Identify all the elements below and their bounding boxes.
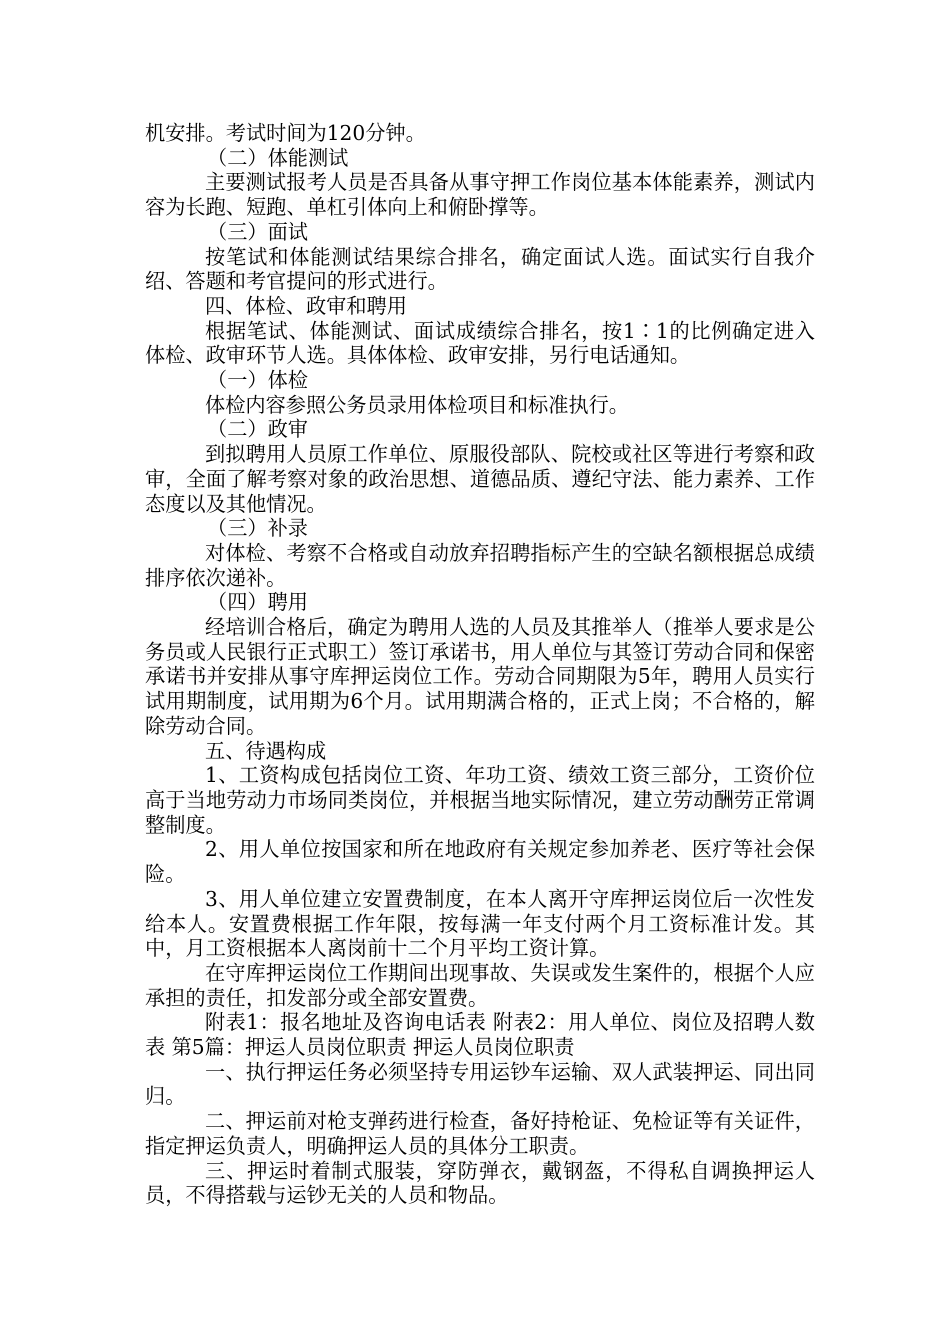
paragraph: 主要测试报考人员是否具备从事守押工作岗位基本体能素养，测试内容为长跑、短跑、单杠引体向上和俯卧撑等。: [145, 170, 815, 220]
paragraph: 根据笔试、体能测试、面试成绩综合排名，按1∶1的比例确定进入体检、政审环节人选。具体体检、政审安排，另行电话通知。: [145, 318, 815, 368]
paragraph: 2、用人单位按国家和所在地政府有关规定参加养老、医疗等社会保险。: [145, 837, 815, 887]
section-heading: （三）补录: [207, 516, 308, 541]
paragraph: 三、押运时着制式服装，穿防弹衣，戴钢盔，不得私自调换押运人员，不得搭载与运钞无关的人员和物品。: [145, 1158, 815, 1208]
paragraph: 按笔试和体能测试结果综合排名，确定面试人选。面试实行自我介绍、答题和考官提问的形式进行。: [145, 244, 815, 294]
section-heading: 五、待遇构成: [205, 738, 327, 763]
section-heading: （一）体检: [207, 368, 308, 393]
document-body: [145, 121, 815, 1208]
paragraph: 经培训合格后，确定为聘用人选的人员及其推举人（推举人要求是公务员或人民银行正式职工）签订承诺书，用人单位与其签订劳动合同和保密承诺书并安排从事守库押运岗位工作。劳动合同期限为5年，聘用人员实行试用期制度，试用期为6个月。试用期满合格的，正式上岗；不合格的，解除劳动合同。: [145, 615, 815, 738]
paragraph: 1、工资构成包括岗位工资、年功工资、绩效工资三部分，工资价位高于当地劳动力市场同类岗位，并根据当地实际情况，建立劳动酬劳正常调整制度。: [145, 763, 815, 837]
section-heading: （二）政审: [207, 417, 308, 442]
section-heading: （三）面试: [207, 219, 308, 244]
paragraph: 体检内容参照公务员录用体检项目和标准执行。: [205, 392, 629, 417]
paragraph: 二、押运前对枪支弹药进行检查，备好持枪证、免检证等有关证件，指定押运负责人，明确押运人员的具体分工职责。: [145, 1109, 815, 1158]
paragraph: 3、用人单位建立安置费制度，在本人离开守库押运岗位后一次性发给本人。安置费根据工作年限，按每满一年支付两个月工资标准计发。其中，月工资根据本人离岗前十二个月平均工资计算。: [145, 886, 815, 961]
paragraph: 对体检、考察不合格或自动放弃招聘指标产生的空缺名额根据总成绩排序依次递补。: [145, 540, 815, 590]
paragraph: 到拟聘用人员原工作单位、原服役部队、院校或社区等进行考察和政审，全面了解考察对象的政治思想、道德品质、遵纪守法、能力素养、工作态度以及其他情况。: [145, 442, 815, 516]
paragraph: 机安排。考试时间为120分钟。: [145, 121, 426, 145]
section-heading: （四）聘用: [207, 590, 308, 615]
paragraph: 附表1：报名地址及咨询电话表 附表2：用人单位、岗位及招聘人数表 第5篇：押运人员岗位职责 押运人员岗位职责: [145, 1010, 815, 1060]
section-heading: （二）体能测试: [207, 145, 349, 170]
section-heading: 四、体检、政审和聘用: [205, 293, 407, 318]
paragraph: 一、执行押运任务必须坚持专用运钞车运输、双人武装押运、同出同归。: [145, 1059, 815, 1109]
paragraph: 在守库押运岗位工作期间出现事故、失误或发生案件的，根据个人应承担的责任，扣发部分或全部安置费。: [145, 960, 815, 1010]
